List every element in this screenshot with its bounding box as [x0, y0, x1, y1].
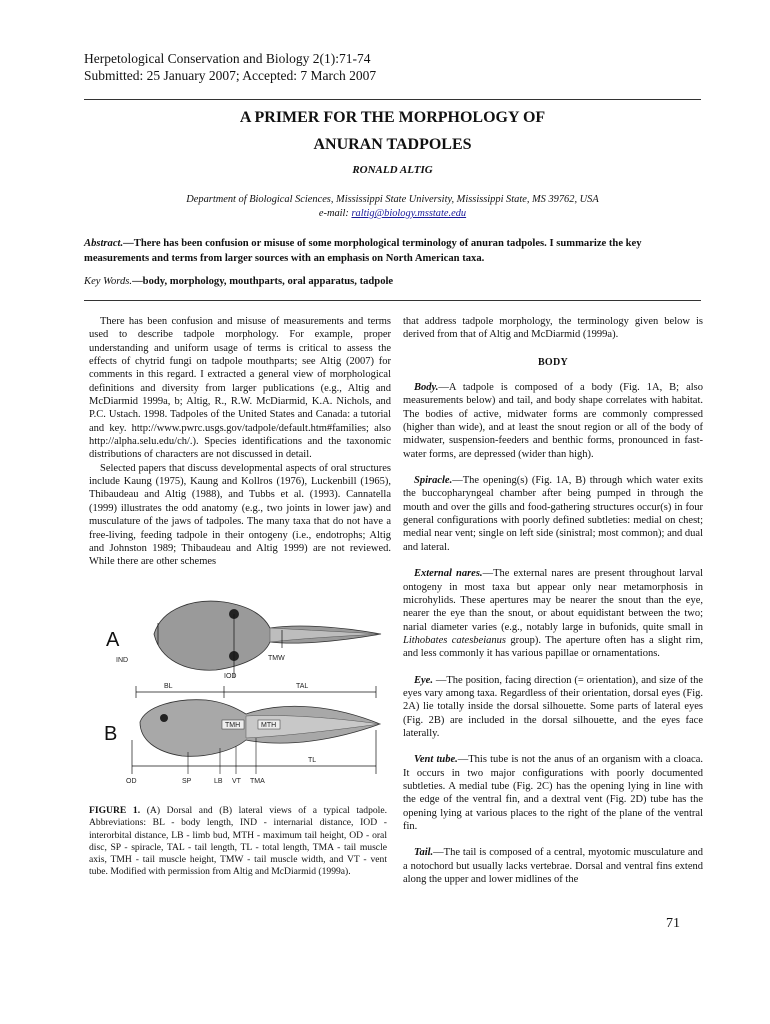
caption-text: (A) Dorsal and (B) lateral views of a typical tadpole. Abbreviations: BL - body length, IND - internarial distance, IOD - interorbital distance, LB - limb bud, MTH - maximum tail height, OD - oral disc, SP - spiracle, TAL - tail length, TL - total length, TMA - tail muscle axis, TMH - tail muscle height, TMW - tail muscle width, and VT - vent tube. Modified with permission from Altig and McDiarmid (1999a). — [89, 805, 387, 878]
term-eye: Eye. — [414, 674, 433, 686]
label-tl: TL — [308, 757, 317, 764]
length-measurements — [136, 683, 376, 698]
term-spiracle: Spiracle. — [414, 475, 453, 487]
label-od: OD — [126, 778, 137, 785]
label-tma: TMA — [250, 778, 265, 785]
journal-citation: Herpetological Conservation and Biology 2(1):71-74 — [84, 51, 371, 66]
vent-text: —This tube is not the anus of an organism with a cloaca. It occurs in two major configurations with poorly documented subtleties. A medial tube (Fig. 2C) has the opening lying in line with the edge of the ventral fin, and a dextral vent (Fig. 2D) tube has the opening lying at various places to the right of the plane of the ventral fin. — [403, 754, 703, 832]
journal-header — [84, 50, 376, 84]
paper-title — [84, 104, 701, 158]
label-mth: MTH — [261, 722, 277, 729]
email-link[interactable]: raltig@biology.msstate.edu — [351, 208, 467, 219]
eye-text: —The position, facing direction (= orientation), and size of the eyes vary among taxa. Regardless of their orientation, dorsal eyes (Fig. 2A) lie totally inside the dorsal silhouette. Some parts of lateral eyes (Fig. 2B) are included in the dorsal silhouette, and the eyes face laterally. — [403, 674, 703, 739]
right-column — [403, 315, 703, 886]
panel-a-label: A — [106, 629, 120, 651]
body-paragraph: There has been confusion and misuse of measurements and terms used to describe tadpole morphology. For example, proper understanding and uniform usage of terms is critical to assess the effects of chytrid fungi on tadpole mouthparts; see Altig (2007) for comments in this regard. I extracted a general view of morphological definitions and diversity from larger publications (e.g., Altig and McDiarmid 1999a, b; Altig, R., R.W. McDiarmid, K.A. Nichols, and P.C. Ustach. 1998. Tadpoles of the United States and Canada: a tutorial and key. http://www.pwrc.usgs.gov/tadpole/default.htm#families; also http://alpha.selu.edu/ch/.). Species identifications and the taxonomic distributions of characters are not discussed in detail. — [89, 316, 391, 461]
label-bl: BL — [164, 683, 173, 690]
author-name: RONALD ALTIG — [352, 164, 433, 176]
eye-paragraph — [403, 674, 703, 741]
term-body: Body. — [414, 382, 439, 394]
email-label: e-mail: — [318, 208, 352, 219]
figure-1-tadpole-diagram — [96, 590, 386, 790]
affiliation — [84, 193, 701, 221]
body-text: —A tadpole is composed of a body (Fig. 1A, B; also measurements below) and tail, and body shape correlates with habitat. The bodies of active, midwater forms are commonly compressed (higher than wide), and at least the snout region or all of the body of midwater, suspension-feeders and benthic forms, pronounced in fast-water forms, are depressed (wider than high). — [403, 382, 703, 460]
nares-species: Lithobates catesbeianus — [403, 634, 506, 646]
term-tail: Tail. — [414, 847, 434, 859]
label-tmw: TMW — [268, 655, 285, 662]
panel-b-label: B — [104, 723, 118, 745]
caption-label: FIGURE 1. — [89, 805, 141, 816]
left-column — [89, 315, 391, 569]
tail-paragraph — [403, 846, 703, 886]
spiracle-paragraph — [403, 474, 703, 554]
page-number: 71 — [666, 916, 680, 931]
spiracle-text: —The opening(s) (Fig. 1A, B) through which water exits the buccopharyngeal chamber after being pumped in through the mouth and over the gills and food-gathering structures occur(s) in four general configurations with poorly defined subtleties: medial on chest; medial near vent; single on left side (sinistral; most common); and dual and lateral. — [403, 475, 703, 553]
tail-text: —The tail is composed of a central, myotomic musculature and a notochord but usually lacks vertebrae. Dorsal and ventral fins extend along the upper and lower midlines of the — [403, 847, 703, 886]
label-tal: TAL — [296, 683, 309, 690]
affiliation-email-line — [84, 207, 701, 221]
abstract — [84, 236, 701, 266]
nares-paragraph — [403, 567, 703, 660]
nares-text-2: group). The aperture often has a slight rim, and less commonly it has various papillae or ornamentations. — [403, 634, 703, 660]
dorsal-view — [106, 601, 381, 680]
body-paragraph — [403, 381, 703, 461]
label-tmh: TMH — [225, 722, 241, 729]
label-iod: IOD — [224, 673, 237, 680]
affiliation-department: Department of Biological Sciences, Mississippi State University, Mississippi State, MS 39762, USA — [186, 194, 599, 205]
title-line-2: ANURAN TADPOLES — [313, 136, 472, 153]
label-vt: VT — [232, 778, 241, 785]
submission-dates: Submitted: 25 January 2007; Accepted: 7 March 2007 — [84, 68, 377, 83]
term-external-nares: External nares. — [414, 568, 483, 580]
header-rule — [84, 99, 701, 100]
term-vent-tube: Vent tube. — [414, 754, 458, 766]
label-ind: IND — [116, 657, 129, 664]
vent-paragraph — [403, 753, 703, 833]
figure-1-caption — [89, 805, 387, 879]
label-sp: SP — [182, 778, 192, 785]
body-paragraph: Selected papers that discuss developmental aspects of oral structures include Kaung (1975), Kaung and Kollros (1976), Luckenbill (1965), Thibaudeau and Altig (1988), and Tubbs et al. (1993). Cannatella (1999) illustrates the odd anatomy (e.g., two joints in lower jaw) and musculature of the jaws of tadpoles. The many taxa that do not have a free-living, feeding tadpole in their ontogeny (i.e., endotrophs; Altig and Johnston 1989; Thibaudeau and Altig 1999) are not reviewed. While there are other schemes — [89, 462, 391, 568]
keywords-label: Key Words. — [84, 276, 133, 287]
title-line-1: A PRIMER FOR THE MORPHOLOGY OF — [239, 109, 546, 126]
abstract-text: —There has been confusion or misuse of some morphological terminology of anuran tadpoles. I summarize the key measurements and terms from larger sources with an emphasis on North American taxa. — [84, 238, 642, 264]
intro-continuation: that address tadpole morphology, the terminology given below is derived from that of Altig and McDiarmid (1999a). — [403, 316, 703, 341]
abstract-label: Abstract. — [84, 238, 124, 249]
lateral-view — [104, 700, 380, 785]
abstract-rule — [84, 300, 701, 301]
keywords-text: —body, morphology, mouthparts, oral apparatus, tadpole — [132, 276, 394, 287]
keywords — [84, 275, 701, 289]
label-lb: LB — [214, 778, 223, 785]
lateral-eye — [160, 714, 168, 722]
nares-text-1: —The external nares are present throughout larval ontogeny in most taxa but appear only near metamorphosis in microhylids. These apertures may be nearer the snout than the eye, nearer the eye than the snout, or about equidistant between the two; narial diameter varies (e.g., notably large in bufonids, quite small in — [403, 568, 703, 633]
section-heading-body: BODY — [537, 356, 569, 368]
